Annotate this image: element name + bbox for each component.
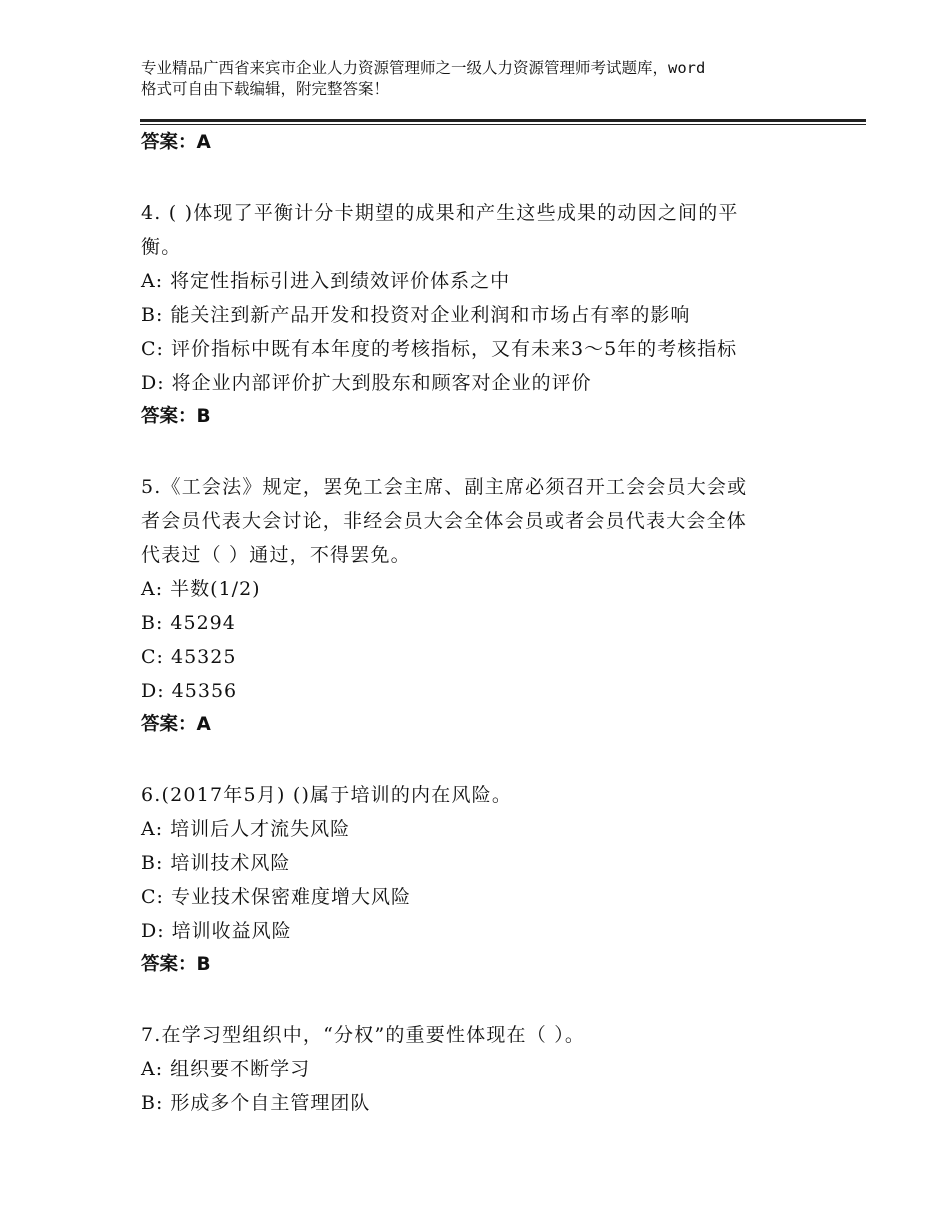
question-block (141, 196, 861, 434)
option-c: C: 评价指标中既有本年度的考核指标，又有未来3～5年的考核指标 (141, 338, 738, 360)
answer-line: 答案：A (141, 714, 211, 735)
question-stem (141, 470, 861, 572)
question-stem (141, 778, 861, 812)
spacer (141, 982, 861, 1018)
stem-line: 7.在学习型组织中，“分权”的重要性体现在（ ）。 (141, 1024, 586, 1046)
header-rule-thick (140, 119, 866, 122)
option-c: C: 专业技术保密难度增大风险 (141, 886, 411, 908)
answer-line: 答案：A (141, 132, 211, 153)
answer-line: 答案：B (141, 954, 211, 975)
stem-line: 6.(2017年5月) ()属于培训的内在风险。 (141, 784, 513, 806)
option-b: B: 45294 (141, 612, 236, 634)
stem-line: 衡。 (141, 236, 182, 258)
question-stem (141, 1018, 861, 1052)
stem-line: 代表过（ ）通过，不得罢免。 (141, 544, 411, 566)
header-rule-thin (140, 124, 866, 125)
option-b: B: 形成多个自主管理团队 (141, 1092, 371, 1114)
header-line-1: 专业精品广西省来宾市企业人力资源管理师之一级人力资源管理师考试题库，word (141, 59, 706, 77)
option-a: A: 半数(1/2) (141, 578, 261, 600)
option-d: D: 将企业内部评价扩大到股东和顾客对企业的评价 (141, 372, 592, 394)
question-block (141, 470, 861, 742)
option-b: B: 培训技术风险 (141, 852, 291, 874)
option-a: A: 组织要不断学习 (141, 1058, 311, 1080)
option-d: D: 培训收益风险 (141, 920, 292, 942)
document-header (141, 58, 841, 100)
spacer (141, 742, 861, 778)
stem-line: 者会员代表大会讨论，非经会员大会全体会员或者会员代表大会全体 (141, 510, 748, 532)
stem-line: 5.《工会法》规定，罢免工会主席、副主席必须召开工会会员大会或 (141, 476, 748, 498)
stem-line: 4. ( )体现了平衡计分卡期望的成果和产生这些成果的动因之间的平 (141, 202, 739, 224)
question-block (141, 778, 861, 982)
option-d: D: 45356 (141, 680, 238, 702)
question-stem (141, 196, 861, 264)
question-block (141, 1018, 861, 1120)
option-a: A: 将定性指标引进入到绩效评价体系之中 (141, 270, 511, 292)
header-line-2: 格式可自由下载编辑，附完整答案！ (141, 80, 390, 98)
spacer (141, 434, 861, 470)
option-a: A: 培训后人才流失风险 (141, 818, 351, 840)
option-c: C: 45325 (141, 646, 237, 668)
question-content (141, 126, 861, 1120)
answer-line: 答案：B (141, 406, 211, 427)
option-b: B: 能关注到新产品开发和投资对企业利润和市场占有率的影响 (141, 304, 691, 326)
spacer (141, 160, 861, 196)
